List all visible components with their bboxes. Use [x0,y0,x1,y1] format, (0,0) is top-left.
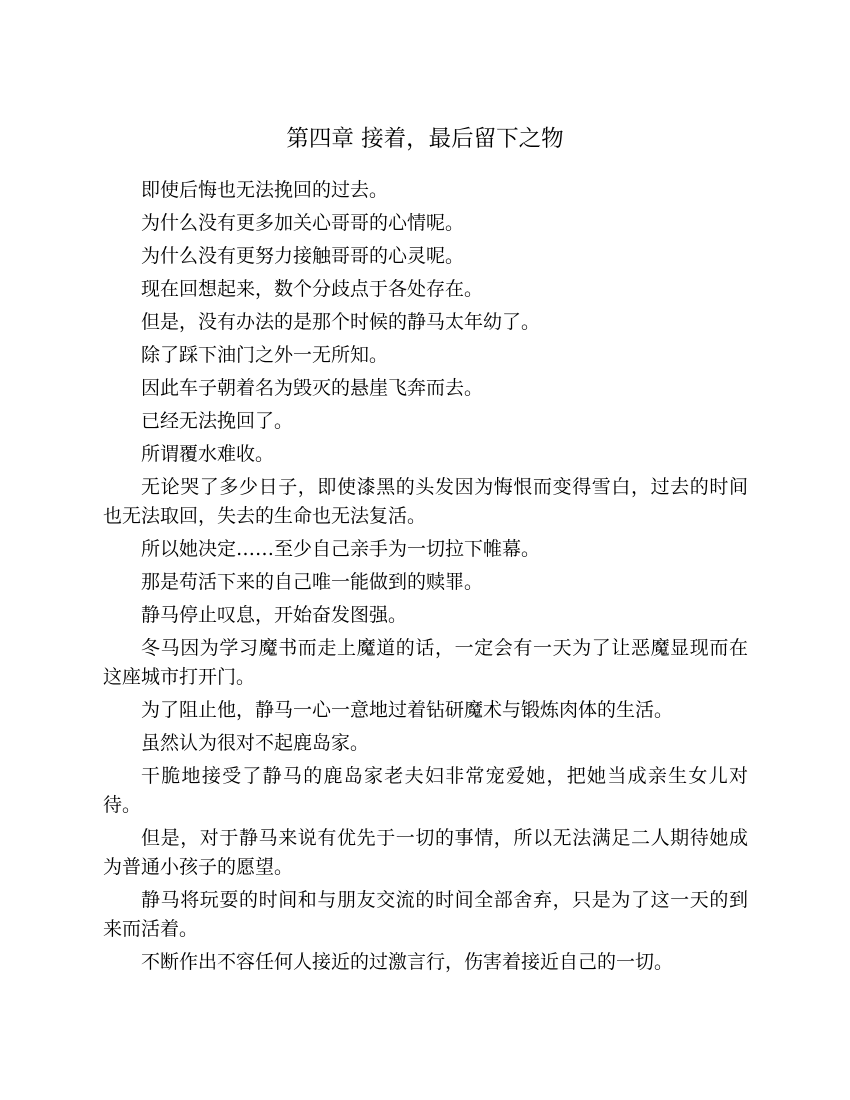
paragraph: 已经无法挽回了。 [141,410,294,432]
paragraph: 不断作出不容任何人接近的过激言行，伤害着接近自己的一切。 [141,951,674,973]
paragraph: 所以她决定……至少自己亲手为一切拉下帷幕。 [141,538,541,560]
paragraph: 虽然认为很对不起鹿岛家。 [141,732,370,754]
paragraph: 那是苟活下来的自己唯一能做到的赎罪。 [141,571,484,593]
paragraph: 因此车子朝着名为毁灭的悬崖飞奔而去。 [141,377,484,399]
chapter-body [103,176,748,981]
paragraph: 无论哭了多少日子，即使漆黑的头发因为悔恨而变得雪白，过去的时间也无法取回，失去的生命也无法复活。 [103,476,748,527]
paragraph: 所谓覆水难收。 [141,443,275,465]
paragraph: 即使后悔也无法挽回的过去。 [141,179,389,201]
paragraph: 静马停止叹息，开始奋发图强。 [141,604,408,626]
paragraph: 但是，对于静马来说有优先于一切的事情，所以无法满足二人期待她成为普通小孩子的愿望。 [103,827,748,878]
paragraph: 静马将玩耍的时间和与朋友交流的时间全部舍弃，只是为了这一天的到来而活着。 [103,889,748,940]
paragraph: 为什么没有更努力接触哥哥的心灵呢。 [141,245,465,267]
paragraph: 但是，没有办法的是那个时候的静马太年幼了。 [141,311,541,333]
paragraph: 为了阻止他，静马一心一意地过着钻研魔术与锻炼肉体的生活。 [141,699,674,721]
paragraph: 干脆地接受了静马的鹿岛家老夫妇非常宠爱她，把她当成亲生女儿对待。 [103,765,748,816]
paragraph: 除了踩下油门之外一无所知。 [141,344,389,366]
paragraph: 冬马因为学习魔书而走上魔道的话，一定会有一天为了让恶魔显现而在这座城市打开门。 [103,637,748,688]
chapter-title: 第四章 接着，最后留下之物 [286,126,564,152]
paragraph: 现在回想起来，数个分歧点于各处存在。 [141,278,484,300]
paragraph: 为什么没有更多加关心哥哥的心情呢。 [141,212,465,234]
